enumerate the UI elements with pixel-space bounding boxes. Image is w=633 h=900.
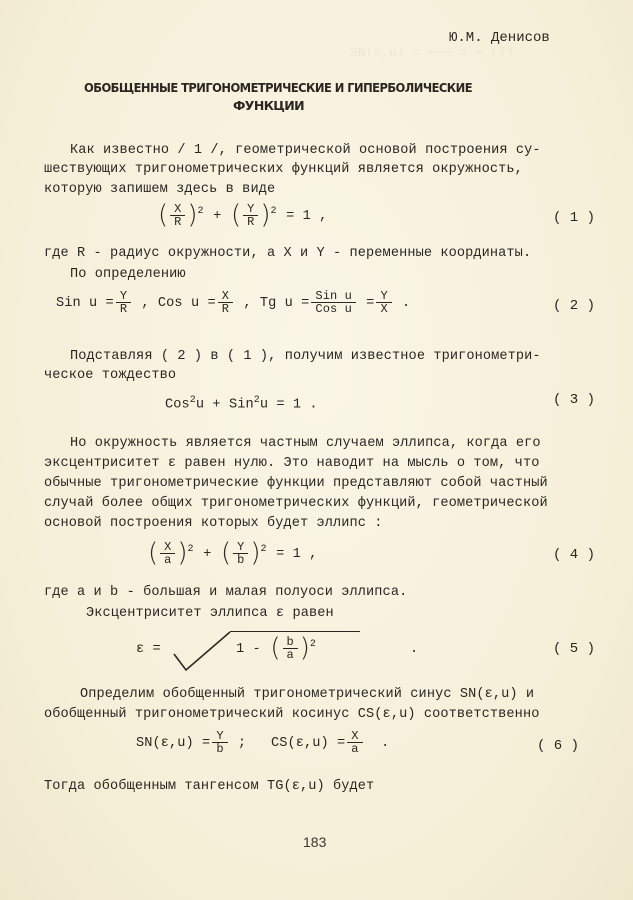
paragraph-line: случай более общих тригонометрических функций, геометрической — [44, 496, 548, 511]
paper-title-line2: ФУНКЦИИ — [233, 98, 305, 113]
paragraph-line: Определим обобщенный тригонометрический синус SN(ε,u) и — [80, 687, 535, 702]
paragraph-line: Эксцентриситет эллипса ε равен — [86, 606, 334, 621]
sqrt-sign-icon — [172, 628, 232, 674]
paragraph-line: где a и b - большая и малая полуоси эллипса. — [44, 585, 408, 600]
equation-3: Cos$^2$u + Sin$^2$u = 1 . — [165, 395, 318, 413]
paragraph-line: ческое тождество — [44, 368, 177, 383]
paragraph-line: обобщенный тригонометрический косинус CS(ε,u) соответственно — [44, 707, 540, 722]
paragraph-line: основой построения которых будет эллипс : — [44, 516, 383, 531]
equation-number: ( 5 ) — [553, 641, 596, 657]
equation-number: ( 3 ) — [553, 392, 596, 408]
paragraph-line: Но окружность является частным случаем эллипса, когда его — [70, 436, 541, 451]
sqrt-overline — [230, 631, 360, 632]
equation-4: ( $\frac{X}{a}$ )$^2$ + ( $\frac{Y}{b}$ )$^2$ = 1 , — [148, 538, 318, 568]
equation-5-end: . — [410, 642, 419, 657]
bleed-through-text: SN(ε,u) = ─── = ─ (7) — [350, 45, 514, 60]
equation-6: SN(ε,u) = $\frac{Y}{b}$ ; CS(ε,u) = $\frac{X}{a}$ . — [136, 729, 390, 756]
equation-5: ε = — [136, 642, 161, 657]
paragraph-line: Тогда обобщенным тангенсом TG(ε,u) будет — [44, 779, 375, 794]
paragraph-line: шествующих тригонометрических функций является окружность, — [44, 162, 523, 177]
paragraph-line: эксцентриситет ε равен нулю. Это наводит на мысль о том, что — [44, 456, 540, 471]
equation-1: ( $\frac{X}{R}$ )$^2$ + ( $\frac{Y}{R}$ )$^2$ = 1 , — [158, 200, 328, 230]
author-name: Ю.М. Денисов — [449, 30, 550, 46]
paper-title-line1: ОБОБЩЕННЫЕ ТРИГОНОМЕТРИЧЕСКИЕ И ГИПЕРБОЛИЧЕСКИЕ — [84, 80, 473, 95]
equation-number: ( 4 ) — [553, 547, 596, 563]
paragraph-line: Как известно / 1 /, геометрической основой построения су- — [70, 143, 541, 158]
equation-number: ( 6 ) — [537, 738, 580, 754]
paragraph-line: Подставляя ( 2 ) в ( 1 ), получим известное тригонометри- — [70, 349, 541, 364]
equation-number: ( 1 ) — [553, 210, 596, 226]
equation-2: Sin u = $\frac{Y}{R}$ , Cos u = $\frac{X}{R}$ , Tg u = $\frac{\text{Sin u}}{\text{Cos u}}$ = $\frac{Y}{X}$ . — [56, 289, 411, 316]
paragraph-line: По определению — [70, 267, 186, 282]
paragraph-line: которую запишем здесь в виде — [44, 182, 276, 197]
paragraph-line: обычные тригонометрические функции представляют собой частный — [44, 476, 548, 491]
equation-5-radicand: 1 - ( $\frac{b}{a}$ )$^2$ — [236, 633, 316, 663]
page-number: 183 — [303, 834, 327, 850]
equation-number: ( 2 ) — [553, 298, 596, 314]
paragraph-line: где R - радиус окружности, а X и Y - переменные координаты. — [44, 246, 532, 261]
